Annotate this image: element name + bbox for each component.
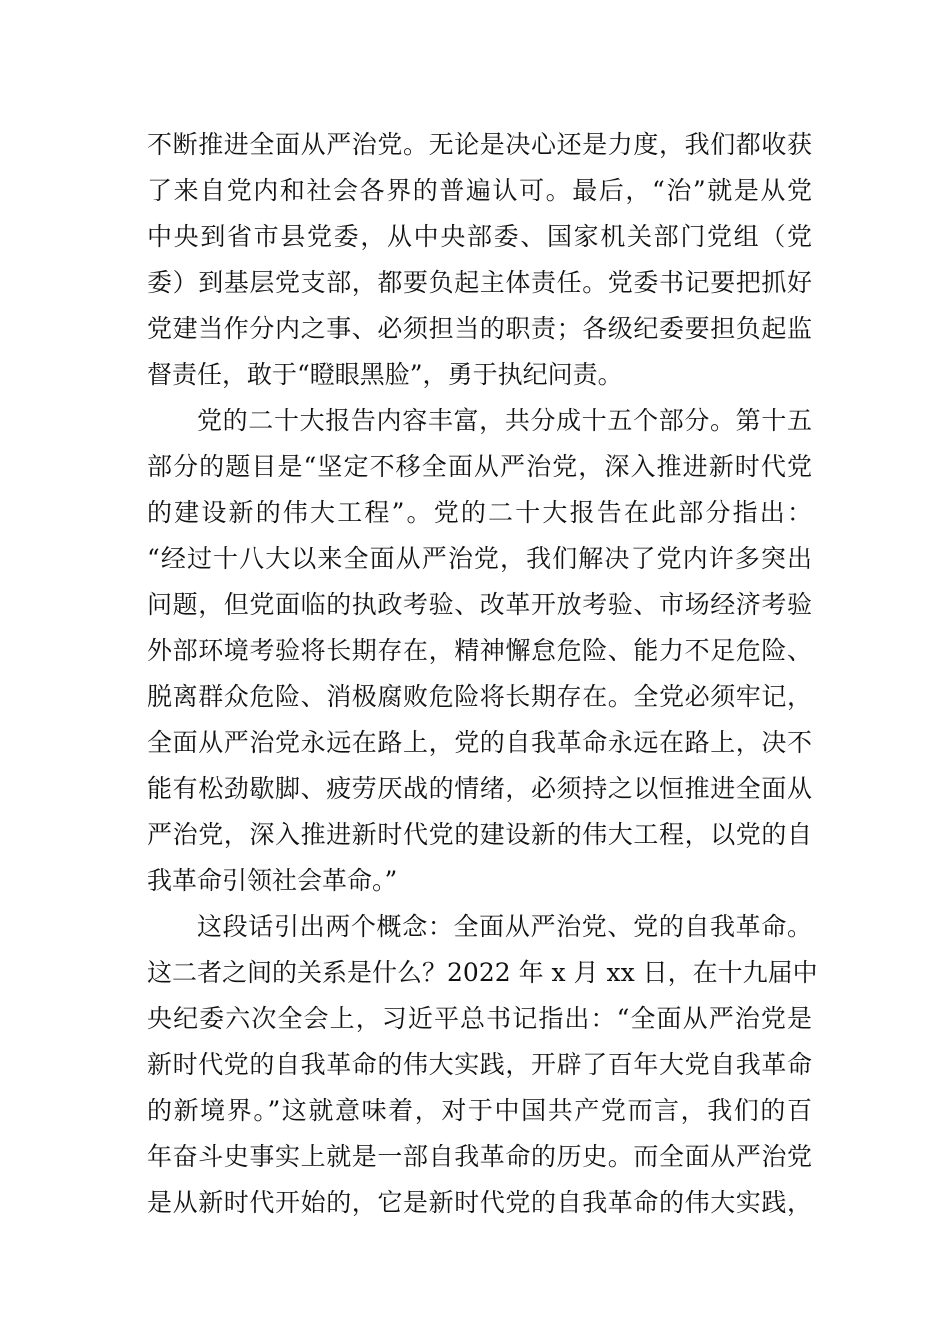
text-line: 部分的题目是“坚定不移全面从严治党，深入推进新时代党: [147, 452, 812, 481]
text-line: 的建设新的伟大工程”。党的二十大报告在此部分指出：: [147, 498, 812, 527]
text-line: 全面从严治党永远在路上，党的自我革命永远在路上，决不: [147, 728, 812, 757]
text-line: 新时代党的自我革命的伟大实践，开辟了百年大党自我革命: [147, 1050, 812, 1079]
text-line: 党建当作分内之事、必须担当的职责；各级纪委要担负起监: [147, 314, 812, 343]
text-line: 我革命引领社会革命。”: [147, 866, 398, 895]
text-line: 了来自党内和社会各界的普遍认可。最后，“治”就是从党: [147, 176, 812, 205]
text-line: 委）到基层党支部，都要负起主体责任。党委书记要把抓好: [147, 268, 812, 297]
text-line: 严治党，深入推进新时代党的建设新的伟大工程，以党的自: [147, 820, 812, 849]
text-line: 年奋斗史事实上就是一部自我革命的历史。而全面从严治党: [147, 1142, 812, 1171]
text-line: 的新境界。”这就意味着，对于中国共产党而言，我们的百: [147, 1096, 812, 1125]
text-line: 脱离群众危险、消极腐败危险将长期存在。全党必须牢记，: [147, 682, 812, 711]
text-line: 央纪委六次全会上，习近平总书记指出：“全面从严治党是: [147, 1004, 812, 1033]
text-line: 能有松劲歇脚、疲劳厌战的情绪，必须持之以恒推进全面从: [147, 774, 812, 803]
text-line: 中央到省市县党委，从中央部委、国家机关部门党组（党: [147, 222, 812, 251]
text-line: 外部环境考验将长期存在，精神懈怠危险、能力不足危险、: [147, 636, 812, 665]
text-line: 不断推进全面从严治党。无论是决心还是力度，我们都收获: [147, 130, 812, 159]
body-text: [147, 122, 818, 1226]
text-line: 这段话引出两个概念：全面从严治党、党的自我革命。: [197, 912, 812, 941]
text-line: 这二者之间的关系是什么？2022 年 x 月 xx 日，在十九届中: [147, 958, 818, 987]
text-line: “经过十八大以来全面从严治党，我们解决了党内许多突出: [147, 544, 812, 573]
text-line: 是从新时代开始的，它是新时代党的自我革命的伟大实践，: [147, 1188, 812, 1217]
text-line: 督责任，敢于“瞪眼黑脸”，勇于执纪问责。: [147, 360, 623, 389]
text-line: 问题，但党面临的执政考验、改革开放考验、市场经济考验: [147, 590, 812, 619]
text-line: 党的二十大报告内容丰富，共分成十五个部分。第十五: [197, 406, 812, 435]
